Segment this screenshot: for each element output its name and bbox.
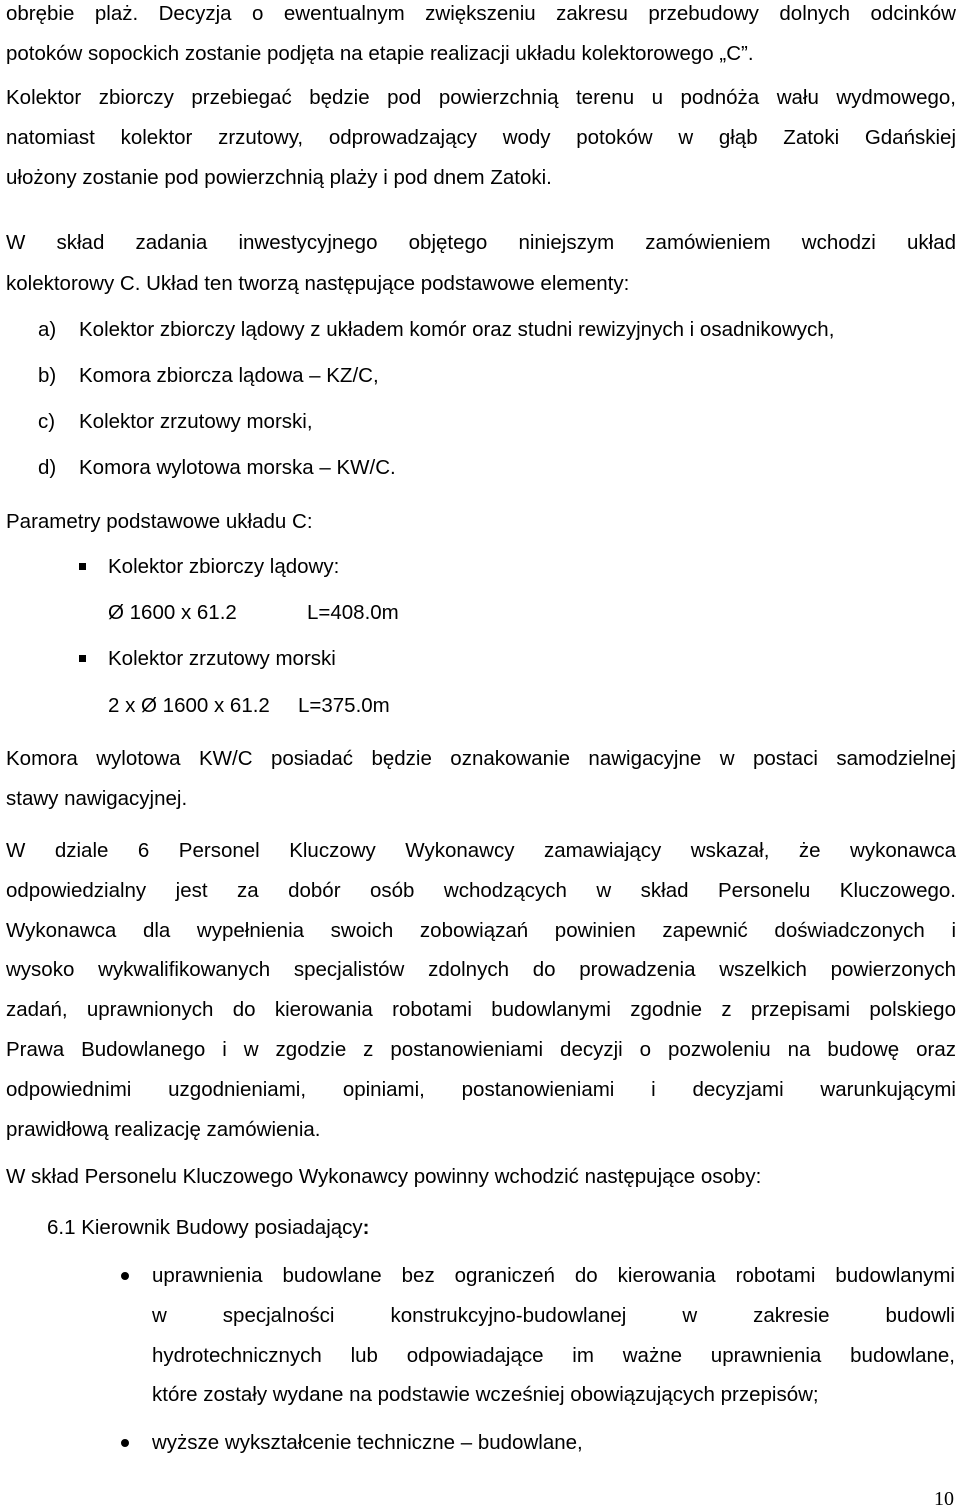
list-item: Komora wylotowa morska – KW/C. [79,456,396,479]
paragraph-line: stawy nawigacyjnej. [6,787,188,810]
paragraph-line: W dziale 6 Personel Kluczowy Wykonawcy zamawiający wskazał, że wykonawca [6,839,956,862]
paragraph-line: prawidłową realizację zamówienia. [6,1118,321,1141]
requirement-line: w specjalności konstrukcyjno-budowlanej w zakresie budowli [152,1304,955,1327]
params-heading: Parametry podstawowe układu C: [6,510,313,533]
paragraph-line: wysoko wykwalifikowanych specjalistów zdolnych do prowadzenia wszelkich powierzonych [6,958,956,981]
requirement-line: hydrotechnicznych lub odpowiadające im ważne uprawnienia budowlane, [152,1344,955,1367]
list-marker: c) [38,410,56,433]
paragraph-line: Kolektor zbiorczy przebiegać będzie pod powierzchnią terenu u podnóża wału wydmowego, [6,86,956,109]
param-length: L=375.0m [298,694,390,717]
requirement-line: uprawnienia budowlane bez ograniczeń do kierowania robotami budowlanymi [152,1264,955,1287]
param-length: L=408.0m [307,601,399,624]
list-item: Kolektor zrzutowy morski, [79,410,313,433]
paragraph-line: Komora wylotowa KW/C posiadać będzie oznakowanie nawigacyjne w postaci samodzielnej [6,747,956,770]
list-marker: a) [38,318,57,341]
paragraph-line: W skład zadania inwestycyjnego objętego niniejszym zamówieniem wchodzi układ [6,231,956,254]
paragraph-line: odpowiednimi uzgodnieniami, opiniami, postanowieniami i decyzjami warunkującymi [6,1078,956,1101]
square-bullet-icon [79,563,86,570]
paragraph-line: odpowiedzialny jest za dobór osób wchodzących w skład Personelu Kluczowego. [6,879,956,902]
paragraph-line: ułożony zostanie pod powierzchnią plaży i pod dnem Zatoki. [6,166,552,189]
round-bullet-icon [121,1439,129,1447]
list-marker: b) [38,364,57,387]
page-number: 10 [934,1488,954,1510]
list-marker: d) [38,456,57,479]
paragraph-line: potoków sopockich zostanie podjęta na etapie realizacji układu kolektorowego „C”. [6,42,754,65]
section-title [47,1214,369,1242]
paragraph-line: obrębie plaż. Decyzja o ewentualnym zwiększeniu zakresu przebudowy dolnych odcinków [6,2,956,25]
param-name: Kolektor zbiorczy lądowy: [108,555,340,578]
paragraph-line: kolektorowy C. Układ ten tworzą następujące podstawowe elementy: [6,272,630,295]
paragraph-line: zadań, uprawnionych do kierowania robotami budowlanymi zgodnie z przepisami polskiego [6,998,956,1021]
requirement-line: wyższe wykształcenie techniczne – budowlane, [152,1431,583,1454]
param-dimension: Ø 1600 x 61.2 [108,601,237,624]
param-dimension: 2 x Ø 1600 x 61.2 [108,694,270,717]
paragraph-line: W skład Personelu Kluczowego Wykonawcy powinny wchodzić następujące osoby: [6,1165,762,1188]
section-title-colon: : [362,1216,370,1239]
paragraph-line: natomiast kolektor zrzutowy, odprowadzający wody potoków w głąb Zatoki Gdańskiej [6,126,956,149]
paragraph-line: Prawa Budowlanego i w zgodzie z postanowieniami decyzji o pozwoleniu na budowę oraz [6,1038,956,1061]
param-name: Kolektor zrzutowy morski [108,647,336,670]
list-item: Kolektor zbiorczy lądowy z układem komór oraz studni rewizyjnych i osadnikowych, [79,318,835,341]
section-title-text: 6.1 Kierownik Budowy posiadający [47,1216,363,1239]
list-item: Komora zbiorcza lądowa – KZ/C, [79,364,379,387]
square-bullet-icon [79,655,86,662]
round-bullet-icon [121,1272,129,1280]
requirement-line: które zostały wydane na podstawie wcześniej obowiązujących przepisów; [152,1383,819,1406]
paragraph-line: Wykonawca dla wypełnienia swoich zobowiązań powinien zapewnić doświadczonych i [6,919,956,942]
